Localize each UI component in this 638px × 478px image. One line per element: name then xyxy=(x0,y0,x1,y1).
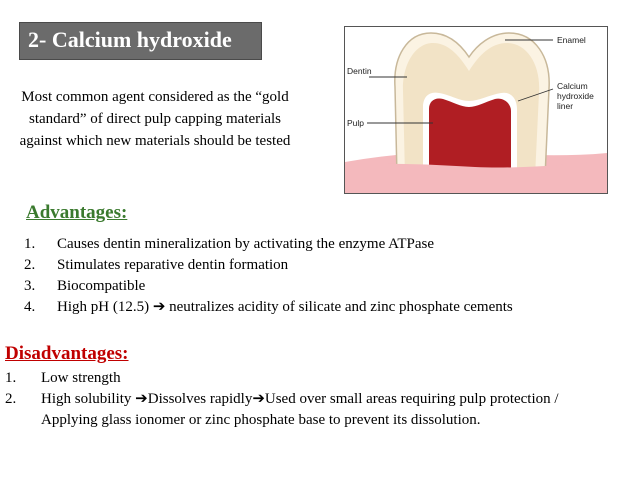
label-pulp: Pulp xyxy=(347,118,365,128)
label-liner-3: liner xyxy=(557,101,574,111)
list-item xyxy=(5,368,605,389)
item-number: 2. xyxy=(5,391,17,407)
title-box xyxy=(19,22,262,60)
tooth-diagram xyxy=(344,26,608,194)
advantages-list xyxy=(24,234,614,318)
item-text: Stimulates reparative dentin formation xyxy=(57,257,289,273)
item-number: 1. xyxy=(5,370,17,386)
item-number: 4. xyxy=(24,299,36,315)
item-number: 1. xyxy=(24,236,36,252)
tooth-illustration xyxy=(345,27,607,193)
label-dentin: Dentin xyxy=(347,66,372,76)
item-number: 3. xyxy=(24,278,36,294)
advantages-heading: Advantages: xyxy=(26,202,128,223)
label-liner-1: Calcium xyxy=(557,81,588,91)
disadvantages-heading: Disadvantages: xyxy=(5,343,129,364)
list-item xyxy=(5,389,605,431)
item-text: High pH (12.5) ➔ neutralizes acidity of silicate and zinc phosphate cements xyxy=(57,299,513,315)
label-enamel: Enamel xyxy=(557,35,586,45)
item-text: Causes dentin mineralization by activating the enzyme ATPase xyxy=(57,236,434,252)
disadvantages-list xyxy=(5,368,605,431)
item-text: Low strength xyxy=(41,370,121,386)
list-item xyxy=(24,297,614,318)
list-item xyxy=(24,255,614,276)
list-item xyxy=(24,234,614,255)
label-liner-2: hydroxide xyxy=(557,91,594,101)
list-item xyxy=(24,276,614,297)
slide-title: 2- Calcium hydroxide xyxy=(28,27,232,52)
item-number: 2. xyxy=(24,257,36,273)
intro-text: Most common agent considered as the “gold standard” of direct pulp capping materials against which new materials should be tested xyxy=(19,89,291,149)
item-text: High solubility ➔Dissolves rapidly➔Used over small areas requiring pulp protection / Applying glass ionomer or zinc phosphate base to prevent its dissolution. xyxy=(41,391,559,428)
item-text: Biocompatible xyxy=(57,278,146,294)
